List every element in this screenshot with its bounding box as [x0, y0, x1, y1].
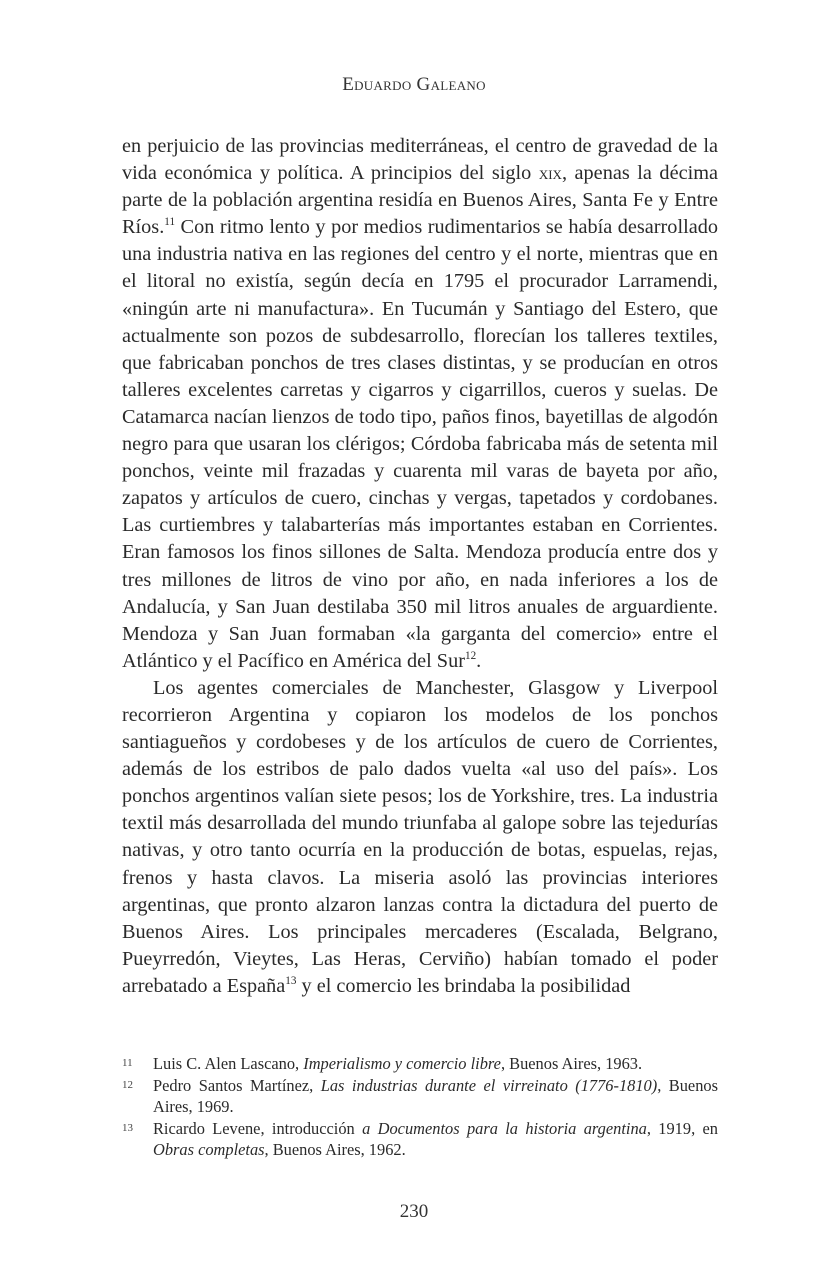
footnote-12	[122, 1075, 718, 1118]
footnote-number: 11	[122, 1057, 133, 1069]
running-head-author: Eduardo Galeano	[342, 74, 486, 95]
footnote-title: Obras completas	[153, 1140, 265, 1159]
footnotes	[122, 1053, 718, 1161]
footnote-13	[122, 1118, 718, 1161]
paragraph-text: y el comercio les brindaba la posibilidad	[296, 974, 631, 997]
century-numeral: xix	[538, 163, 562, 185]
footnote-number: 13	[122, 1121, 133, 1134]
footnote-ref-12[interactable]: 12	[464, 649, 477, 662]
paragraph-2	[122, 675, 718, 1000]
paragraph-text: Con ritmo lento y por medios rudimentarios se había desarrollado una industria nativa en las regiones del centro y el norte, mientras que en el litoral no existía, según decía en 1795 el procurador Larramendi, «ningún arte ni manufactura». En Tucumán y Santiago del Estero, que actualmente son pozos de subdesarrollo, florecían los talleres textiles, que fabricaban ponchos de tres clases distintas, y se producían en otros talleres excelentes carretas y cigarros y cigarrillos, cueros y suelas. De Catamarca nacían lienzos de todo tipo, paños finos, bayetillas de algodón negro para que usaran los clérigos; Córdoba fabricaba más de setenta mil ponchos, veinte mil frazadas y cuarenta mil varas de bayeta por año, zapatos y artículos de cuero, cinchas y vergas, tapetados y cordobanes. Las curtiembres y talabarterías más importantes estaban en Corrientes. Eran famosos los finos sillones de Salta. Mendoza producía entre dos y tres millones de litros de vino por año, en nada inferiores a los de Andalucía, y San Juan destilaba 350 mil litros anuales de arguardiente. Mendoza y San Juan formaban «la garganta del comercio» entre el Atlántico y el Pacífico en América del Sur	[122, 216, 718, 672]
body-text	[122, 133, 718, 1000]
footnote-text: Luis C. Alen Lascano,	[153, 1054, 304, 1073]
paragraph-text: en perjuicio de las provincias mediterráneas, el centro de gravedad de la vida económica y política. A principios del siglo	[122, 135, 718, 185]
footnote-number: 12	[122, 1078, 133, 1091]
footnote-title: Imperialismo y comercio libre	[303, 1054, 501, 1073]
footnote-text: , 1919, en	[646, 1118, 718, 1138]
paragraph-text: .	[476, 649, 482, 672]
footnote-title: a Documentos para la historia argentina	[362, 1118, 647, 1138]
footnote-title: Las industrias durante el virreinato (1776-1810)	[320, 1075, 658, 1095]
footnote-ref-13[interactable]: 13	[285, 975, 297, 988]
paragraph-1	[122, 133, 718, 675]
footnote-text: , Buenos Aires, 1969.	[153, 1075, 718, 1116]
footnote-11	[122, 1053, 718, 1075]
footnote-text: Pedro Santos Martínez,	[153, 1075, 321, 1095]
footnote-text: , Buenos Aires, 1962.	[264, 1140, 406, 1159]
footnote-text: Ricardo Levene, introducción	[153, 1118, 363, 1138]
footnote-text: , Buenos Aires, 1963.	[500, 1054, 643, 1073]
paragraph-text: , apenas la décima parte de la población argentina residía en Buenos Aires, Santa Fe y Entre Ríos.	[122, 162, 718, 239]
paragraph-text: Los agentes comerciales de Manchester, Glasgow y Liverpool recorrieron Argentina y copiaron los modelos de los ponchos santiagueños y cordobeses y de los artículos de cuero de Corrientes, además de los estribos de palo dados vuelta «al uso del país». Los ponchos argentinos valían siete pesos; los de Yorkshire, tres. La industria textil más desarrollada del mundo triunfaba al galope sobre las tejedurías nativas, y otro tanto ocurría en la producción de botas, espuelas, rejas, frenos y hasta clavos. La miseria asoló las provincias interiores argentinas, que pronto alzaron lanzas contra la dictadura del puerto de Buenos Aires. Los principales mercaderes (Escalada, Belgrano, Pueyrredón, Vieytes, Las Heras, Cerviño) habían tomado el poder arrebatado a España	[122, 676, 718, 997]
page-number: 230	[399, 1201, 429, 1222]
footnote-ref-11[interactable]: 11	[164, 216, 176, 229]
